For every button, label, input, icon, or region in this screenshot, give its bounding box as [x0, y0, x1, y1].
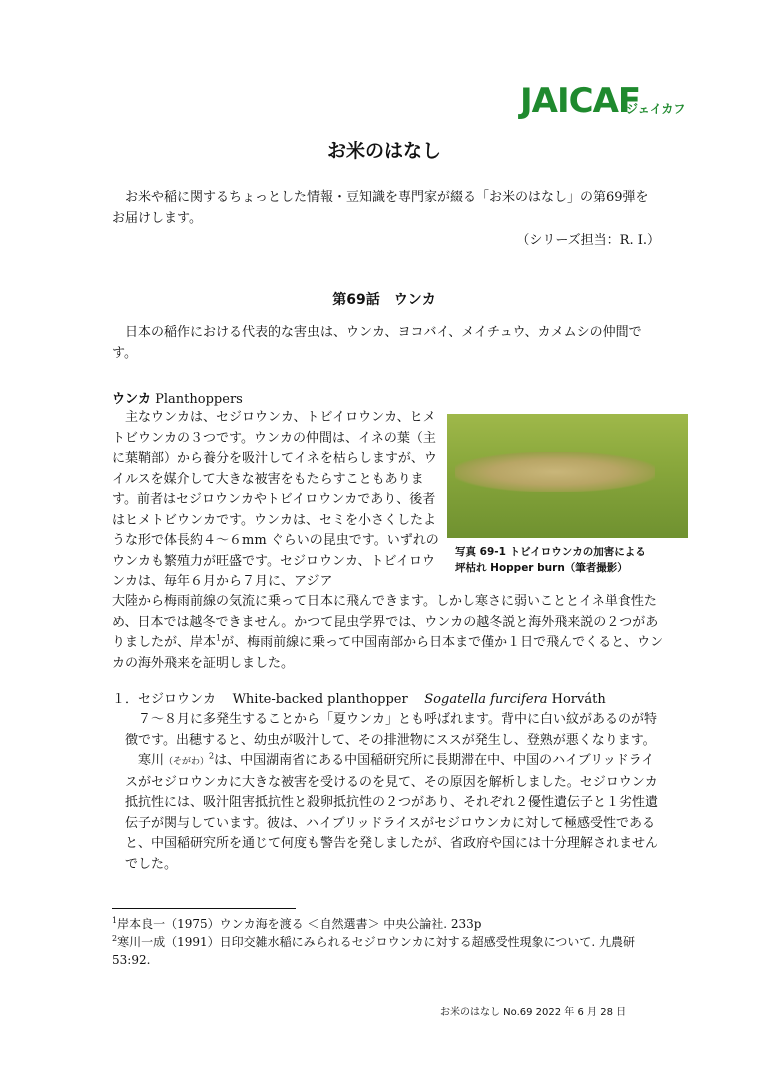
photo-caption-line1: 写真 69-1 トビイロウンカの加害による	[455, 546, 646, 558]
lead-paragraph: 日本の稲作における代表的な害虫は、ウンカ、ヨコバイ、メイチュウ、カメムシの仲間です。	[112, 325, 642, 361]
footnote-ref-2: 2	[209, 751, 215, 761]
footnote-2	[112, 933, 664, 969]
photo-caption-line2: 坪枯れ Hopper burn（筆者撮影）	[455, 562, 628, 574]
subsection-paragraph-2-ruby: （そがわ）	[164, 757, 210, 767]
photo-caption	[455, 544, 687, 576]
section-paragraph-full	[112, 592, 664, 674]
section-heading	[112, 388, 243, 407]
footnote-1-mark: 1	[112, 916, 118, 925]
subsection-paragraph-1: ７～８月に多発生することから「夏ウンカ」とも呼ばれます。背中に白い紋があるのが特徴です。出穂すると、幼虫が吸汁して、その排泄物にススが発生し、登熟が悪くなります。	[125, 712, 657, 748]
series-credit: （シリーズ担当：R. I.）	[516, 233, 660, 248]
footnote-ref-1: 1	[216, 633, 222, 643]
section-heading-en: Planthoppers	[155, 392, 243, 407]
subsection-name-ja: セジロウンカ	[138, 692, 217, 707]
page-footer: お米のはなし No.69 2022 年 6 月 28 日	[440, 1007, 627, 1018]
footnote-1	[112, 915, 664, 933]
intro-paragraph: お米や稲に関するちょっとした情報・豆知識を専門家が綴る「お米のはなし」の第69弾をお届けします。	[112, 190, 649, 226]
section-heading-ja: ウンカ	[112, 392, 152, 407]
subsection-name-en: White-backed planthopper	[232, 692, 408, 707]
jaicaf-logo: JAICAF	[520, 81, 641, 121]
footnote-divider	[112, 908, 296, 909]
footnotes	[112, 915, 664, 969]
subsection-paragraph-2-name: 寒川	[138, 753, 165, 768]
subsection-author: Horváth	[551, 692, 606, 707]
subsection-paragraph-2	[125, 751, 665, 875]
section-paragraph-full-a: 大陸から梅雨前線の気流に乗って日本に飛んできます。しかし寒さに弱いこととイネ単食性ため、日本では越冬できません。かつて昆虫学界では、ウンカの越冬説と海外飛来説の２つがありましたが、岸本	[112, 594, 659, 650]
footnote-2-mark: 2	[112, 934, 118, 943]
section-paragraph-left	[112, 408, 440, 593]
page-title: お米のはなし	[326, 140, 441, 162]
subsection-heading	[112, 688, 606, 707]
hopper-burn-patch	[455, 452, 655, 492]
subsection-scientific-name: Sogatella furcifera	[424, 692, 548, 707]
section-paragraph-left-text: 主なウンカは、セジロウンカ、トビイロウンカ、ヒメトビウンカの３つです。ウンカの仲間は、イネの葉（主に葉鞘部）から養分を吸汁してイネを枯らしますが、ウイルスを媒介して大きな被害をもたらすこともあります。前者はセジロウンカやトビイロウンカであり、後者はヒメトビウンカです。ウンカは、セミを小さくしたような形で体長約４～６mm ぐらいの昆虫です。いずれのウンカも繁殖力が旺盛です。セジロウンカ、トビイロウンカは、毎年６月から７月に、アジア	[112, 410, 439, 589]
section-paragraph-full-b: が、梅雨前線に乗って中国南部から日本まで僅か１日で飛んでくると、ウンカの海外飛来を証明しました。	[112, 635, 664, 671]
subsection-number: １．	[112, 692, 139, 707]
episode-title: 第69話 ウンカ	[332, 292, 436, 308]
footnote-2-text: 寒川一成（1991）日印交雑水稲にみられるセジロウンカに対する超感受性現象について. 九農研 53:92.	[112, 935, 636, 967]
subsection-body	[125, 710, 665, 875]
subsection-paragraph-2-text: は、中国湖南省にある中国稲研究所に長期滞在中、中国のハイブリッドライスがセジロウンカに大きな被害を受けるのを見て、その原因を解析しました。セジロウンカ抵抗性には、吸汁阻害抵抗性と殺卵抵抗性の２つがあり、それぞれ２優性遺伝子と１劣性遺伝子が関与しています。彼は、ハイブリッドライスがセジロウンカに対して極感受性であると、中国稲研究所を通じて何度も警告を発しましたが、省政府や国には十分理解されませんでした。	[125, 753, 659, 872]
footnote-1-text: 岸本良一（1975）ウンカ海を渡る ＜自然選書＞ 中央公論社. 233p	[117, 917, 482, 931]
jaicaf-logo-kana: ジェイカフ	[626, 102, 686, 116]
